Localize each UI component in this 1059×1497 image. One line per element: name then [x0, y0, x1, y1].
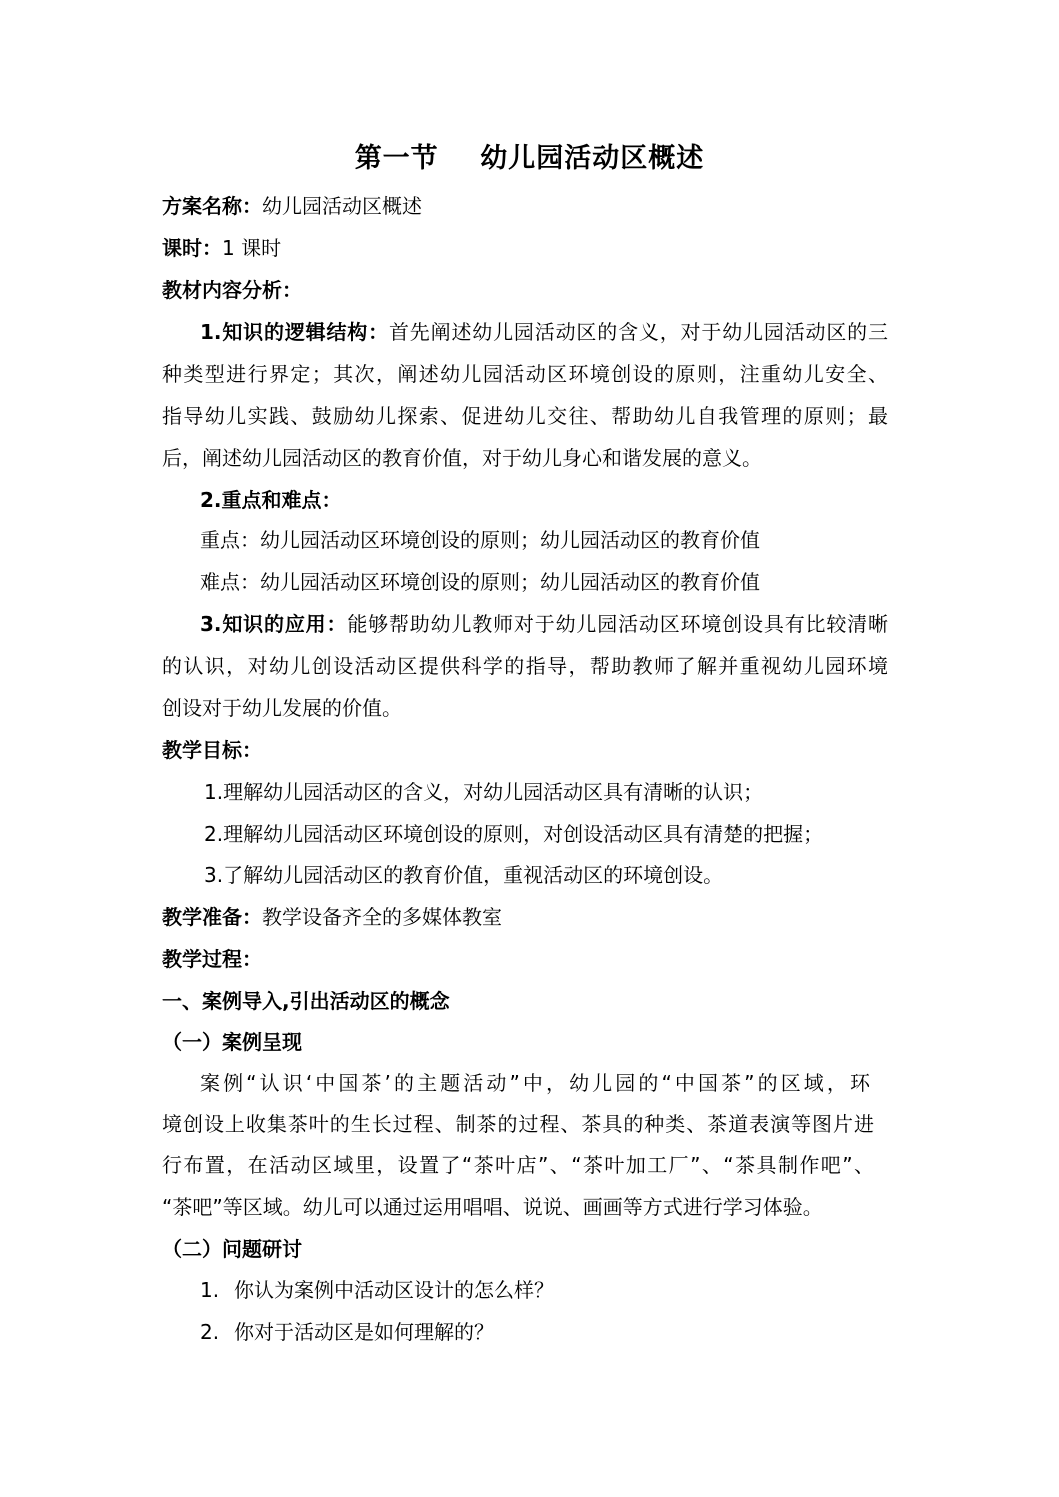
section-heading-1: 一、案例导入,引出活动区的概念: [162, 989, 450, 1013]
analysis-p1-line-3: 指导幼儿实践、鼓励幼儿探索、促进幼儿交往、帮助幼儿自我管理的原则；最: [162, 404, 888, 428]
question-item-2: [200, 1318, 494, 1346]
analysis-p2-label: 2.重点和难点：: [200, 488, 342, 512]
analysis-p3-line-3: 创设对于幼儿发展的价值。: [162, 696, 402, 720]
plan-name-value: 幼儿园活动区概述: [262, 194, 422, 218]
analysis-p3-line-2: 的认识，对幼儿创设活动区提供科学的指导，帮助教师了解并重视幼儿园环境: [162, 654, 888, 678]
analysis-heading: 教材内容分析：: [162, 278, 302, 302]
objective-item-1: 1.理解幼儿园活动区的含义，对幼儿园活动区具有清晰的认识；: [204, 780, 764, 804]
preparation-label: 教学准备：: [162, 905, 262, 929]
question-item-1: [200, 1276, 554, 1304]
analysis-p1-line-1: 1.知识的逻辑结构：首先阐述幼儿园活动区的含义，对于幼儿园活动区的三: [200, 320, 889, 344]
key-point-line: 重点：幼儿园活动区环境创设的原则；幼儿园活动区的教育价值: [200, 528, 760, 552]
preparation-value: 教学设备齐全的多媒体教室: [262, 905, 502, 929]
plan-name-label: 方案名称：: [162, 194, 262, 218]
question-number: 1.: [200, 1278, 220, 1302]
question-text: 你认为案例中活动区设计的怎么样？: [234, 1278, 554, 1302]
analysis-p1-line-4: 后，阐述幼儿园活动区的教育价值，对于幼儿身心和谐发展的意义。: [162, 446, 762, 470]
case-line-3: 行布置，在活动区域里，设置了“茶叶店”、“茶叶加工厂”、“茶具制作吧”、: [162, 1153, 874, 1177]
preparation-line: [162, 903, 502, 931]
subsection-heading-2: （二）问题研讨: [162, 1237, 302, 1261]
subsection-heading-1: （一）案例呈现: [162, 1030, 302, 1054]
analysis-p1-line-2: 种类型进行界定；其次，阐述幼儿园活动区环境创设的原则，注重幼儿安全、: [162, 362, 888, 386]
analysis-p3-label: 3.知识的应用：: [200, 612, 348, 636]
class-hours-label: 课时：: [162, 236, 222, 260]
process-heading: 教学过程：: [162, 947, 262, 971]
case-line-2: 境创设上收集茶叶的生长过程、制茶的过程、茶具的种类、茶道表演等图片进: [162, 1112, 874, 1136]
analysis-p1-label: 1.知识的逻辑结构：: [200, 320, 389, 344]
question-number: 2.: [200, 1320, 220, 1344]
objective-item-3: 3.了解幼儿园活动区的教育价值，重视活动区的环境创设。: [204, 863, 724, 887]
case-line-1: 案例“认识‘中国茶’的主题活动”中，幼儿园的“中国茶”的区域，环: [200, 1071, 870, 1095]
analysis-p3-line-1: 3.知识的应用：能够帮助幼儿教师对于幼儿园活动区环境创设具有比较清晰: [200, 612, 889, 636]
case-line-4: “茶吧”等区域。幼儿可以通过运用唱唱、说说、画画等方式进行学习体验。: [162, 1195, 823, 1219]
objective-item-2: 2.理解幼儿园活动区环境创设的原则，对创设活动区具有清楚的把握；: [204, 822, 824, 846]
plan-name-line: [162, 192, 422, 220]
class-hours-value: 1 课时: [222, 236, 282, 260]
page-title: 第一节 幼儿园活动区概述: [354, 143, 705, 174]
difficult-point-line: 难点：幼儿园活动区环境创设的原则；幼儿园活动区的教育价值: [200, 570, 760, 594]
class-hours-line: [162, 234, 281, 262]
objectives-heading: 教学目标：: [162, 738, 262, 762]
question-text: 你对于活动区是如何理解的？: [234, 1320, 494, 1344]
